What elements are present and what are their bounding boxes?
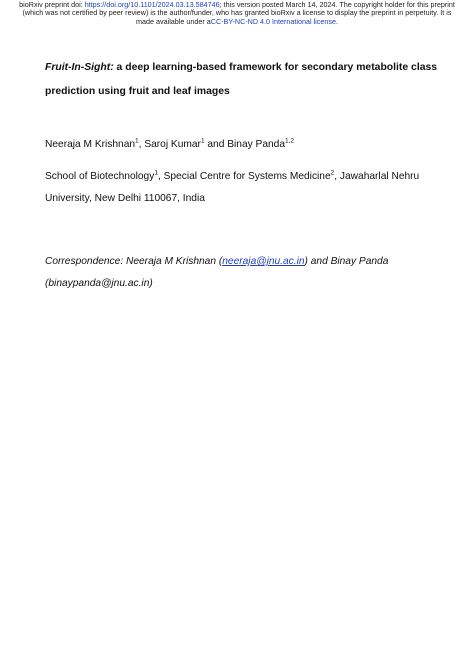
title-line-2: prediction using fruit and leaf images xyxy=(45,86,230,97)
correspondence-text: ) and Binay Panda xyxy=(304,256,389,267)
author-affiliation-sup: 1 xyxy=(200,137,205,145)
affiliation-text: , Jawaharlal Nehru xyxy=(334,171,420,182)
author-affiliation-sup: 1 xyxy=(135,137,139,145)
header-posted-text: ; this version posted March 14, 2024. The copyright holder for this preprint xyxy=(219,0,455,9)
license-link[interactable]: CC-BY-NC-ND 4.0 International license xyxy=(210,16,336,26)
affiliation-line-1 xyxy=(45,171,419,182)
author-name: , Saroj Kumar xyxy=(138,139,201,150)
author-list xyxy=(45,139,294,150)
paper-title xyxy=(45,56,445,104)
preprint-header xyxy=(0,1,474,26)
header-doi-label: bioRxiv preprint doi: xyxy=(19,0,85,9)
correspondence-line-1 xyxy=(45,256,388,267)
author-affiliation-sup: 1,2 xyxy=(285,137,295,145)
affiliation-text: School of Biotechnology xyxy=(45,171,155,182)
header-line-2: (which was not certified by peer review) is the author/funder, who has granted bioRxiv a license to display the preprint in perpetuity. It is xyxy=(22,8,452,18)
affiliation-sup: 1 xyxy=(154,169,158,177)
title-rest: a deep learning-based framework for secondary metabolite class xyxy=(113,62,438,73)
title-italic-name: Fruit-In-Sight: xyxy=(45,62,114,73)
doi-link[interactable]: https://doi.org/10.1101/2024.03.13.584746 xyxy=(84,0,220,9)
email-link[interactable]: neeraja@jnu.ac.in xyxy=(222,256,305,267)
header-license-label: made available under a xyxy=(136,16,211,26)
author-name: and Binay Panda xyxy=(204,139,285,150)
correspondence-line-2: (binaypanda@jnu.ac.in) xyxy=(45,278,153,289)
affiliation-sup: 2 xyxy=(330,169,335,177)
title-line-1 xyxy=(45,56,445,80)
correspondence-label: Correspondence: Neeraja M Krishnan ( xyxy=(45,256,223,267)
header-line-3 xyxy=(0,18,474,26)
header-period: . xyxy=(335,16,338,26)
affiliation-line-2: University, New Delhi 110067, India xyxy=(45,193,205,204)
affiliation-text: , Special Centre for Systems Medicine xyxy=(157,171,331,182)
author-name: Neeraja M Krishnan xyxy=(45,139,136,150)
